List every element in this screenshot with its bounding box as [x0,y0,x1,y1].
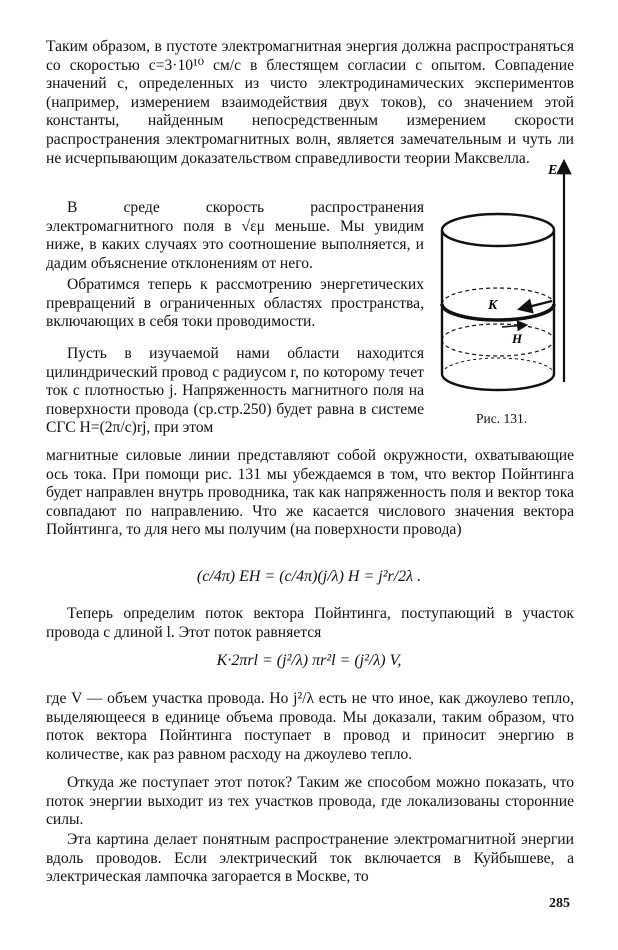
bottom-back [442,358,554,374]
label-k: K [488,298,498,313]
figure-131 [428,152,598,402]
paragraph-8: Эта картина делает понятным распространение электромагнитной энергии вдоль проводов. Если электрический ток включается в Куйбышеве, а электрическая лампочка загорается в Москве, то [46,831,574,886]
paragraph-3: Обратимся теперь к рассмотрению энергетических превращений в ограниченных областях пространства, включающих в себя токи проводимости. [46,276,424,331]
paragraph-2: В среде скорость распространения электромагнитного поля в √εμ меньше. Мы увидим ниже, в каких случаях это соотношение выполняется, и дадим объяснение отклонениям от него. [46,199,424,272]
label-e: E [548,163,558,178]
lower-line-front [442,340,554,356]
paragraph-4b: магнитные силовые линии представляют собой окружности, охватывающие ось тока. При помощи рис. 131 мы убеждаемся в том, что вектор Пойнтинга будет направлен внутрь проводника, так как напряженность поля и вектор тока совпадают по направлению. Что же касается числового значения вектора Пойнтинга, то для него мы получим (на поверхности провода) [46,447,574,539]
paragraph-7: Откуда же поступает этот поток? Таким же способом можно показать, что поток энергии выходит из тех участков провода, где локализованы сторонние силы. [46,774,574,829]
lower-line-back [442,324,554,340]
formula-2: K·2πrl = (j²/λ) πr²l = (j²/λ) V, [216,652,402,669]
paragraph-4a: Пусть в изучаемой нами области находится цилиндрический провод с радиусом r, по которому течет ток с плотностью j. Напряженность магнитного поля на поверхности провода (ср.стр.250) будет равна в системе СГС H=(2π/c)rj, при этом [46,345,424,437]
cylinder-diagram [428,152,598,402]
label-h: H [512,331,523,346]
field-line-back [442,288,554,304]
h-vector-arrow [502,325,526,327]
k-vector-arrow [520,301,552,309]
cylinder-bottom [442,374,554,390]
paragraph-1: Таким образом, в пустоте электромагнитная энергия должна распространяться со скоростью c=3·10¹⁰ см/с в блестящем согласии с опытом. Совпадение значений c, определенных из чисто электродинамических экспериментов (например, измерением взаимодействия двух токов), со значением этой константы, найденным непосредственным измерением скорости распространения электромагнитных волн, является замечательным и чуть ли не исчерпывающим доказательством справедливости теории Максвелла. [46,38,574,167]
page-number: 285 [549,896,570,911]
formula-1: (c/4π) EH = (c/4π)(j/λ) H = j²r/2λ . [196,568,422,585]
magnetic-field-line [442,304,554,320]
paragraph-6: где V — объем участка провода. Но j²/λ есть не что иное, как джоулево тепло, выделяющееся в единице объема провода. Мы доказали, таким образом, что поток вектора Пойнтинга поступает в провод и приносит энергию в количестве, как раз равном расходу на джоулево тепло. [46,690,574,763]
figure-caption: Рис. 131. [476,411,528,426]
cylinder-top [442,214,554,246]
paragraph-5: Теперь определим поток вектора Пойнтинга, поступающий в участок провода с длиной l. Этот поток равняется [46,605,574,641]
